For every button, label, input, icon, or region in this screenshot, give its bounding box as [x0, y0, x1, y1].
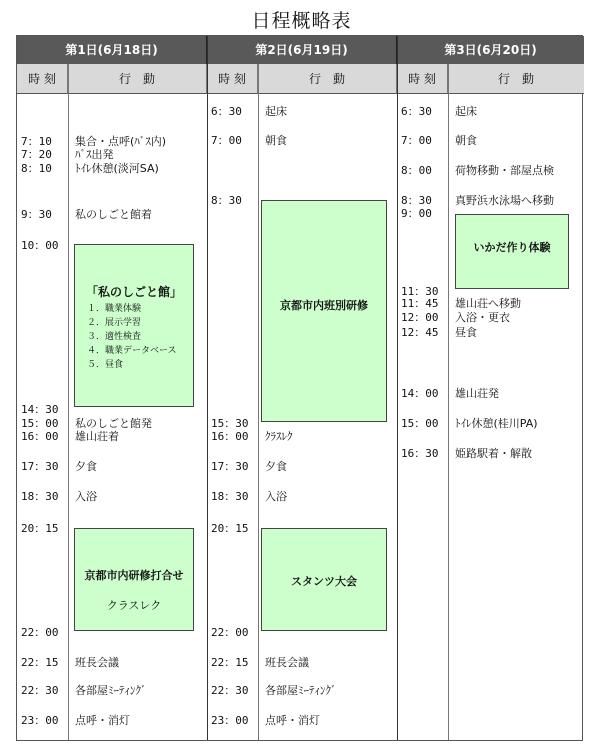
time-cell: 17：30 — [21, 460, 59, 473]
action-cell: 集合・点呼(ﾊﾞｽ内) — [75, 135, 167, 148]
time-cell: 6：30 — [211, 105, 242, 118]
time-cell: 16：00 — [21, 430, 59, 443]
action-cell: 起床 — [455, 105, 477, 118]
time-cell: 22：00 — [211, 626, 249, 639]
day3-time-header: 時 刻 — [397, 64, 448, 94]
box-subtitle: クラスレク — [106, 599, 162, 612]
box-title: 京都市内班別研修 — [280, 299, 368, 312]
action-cell: 点呼・消灯 — [75, 714, 130, 727]
divider — [448, 64, 449, 740]
time-cell: 9：00 — [401, 207, 432, 220]
time-cell: 12：00 — [401, 311, 439, 324]
action-cell: 夕食 — [265, 460, 287, 473]
divider — [397, 36, 398, 740]
action-cell: 朝食 — [455, 134, 477, 147]
time-cell: 22：15 — [211, 656, 249, 669]
time-cell: 11：30 — [401, 285, 439, 298]
time-cell: 7：20 — [21, 148, 52, 161]
box-title: 「私のしごと館」 — [85, 285, 182, 299]
box-title: いかだ作り体験 — [473, 241, 551, 254]
action-cell: 雄山荘着 — [75, 430, 119, 443]
action-cell: 班長会議 — [75, 656, 119, 669]
time-cell: 22：15 — [21, 656, 59, 669]
day1-header: 第1日(6月18日) — [17, 36, 207, 64]
time-cell: 23：00 — [211, 714, 249, 727]
list-item: ２．展示学習 — [87, 318, 142, 328]
time-cell: 7：00 — [401, 134, 432, 147]
list-item: １．職業体験 — [87, 304, 142, 314]
day3-action-header: 行 動 — [448, 64, 584, 94]
action-cell: 雄山荘へ移動 — [455, 297, 521, 310]
time-cell: 16：00 — [211, 430, 249, 443]
time-cell: 20：15 — [21, 522, 59, 535]
time-cell: 8：10 — [21, 162, 52, 175]
action-cell: ﾊﾞｽ出発 — [75, 148, 114, 161]
action-cell: 私のしごと館着 — [75, 208, 152, 221]
action-cell: 荷物移動・部屋点検 — [455, 164, 554, 177]
time-cell: 20：15 — [211, 522, 249, 535]
time-cell: 8：00 — [401, 164, 432, 177]
action-cell: 私のしごと館発 — [75, 417, 152, 430]
time-cell: 9：30 — [21, 208, 52, 221]
time-cell: 18：30 — [21, 490, 59, 503]
time-cell: 17：30 — [211, 460, 249, 473]
divider — [207, 36, 208, 740]
action-cell: 朝食 — [265, 134, 287, 147]
action-cell: 点呼・消灯 — [265, 714, 320, 727]
day1-time-header: 時 刻 — [17, 64, 68, 94]
action-cell: 真野浜水泳場へ移動 — [455, 194, 554, 207]
action-cell: 班長会議 — [265, 656, 309, 669]
day2-header: 第2日(6月19日) — [207, 36, 397, 64]
time-cell: 15：00 — [401, 417, 439, 430]
day2-action-header: 行 動 — [258, 64, 397, 94]
time-cell: 8：30 — [401, 194, 432, 207]
day2-time-header: 時 刻 — [207, 64, 258, 94]
time-cell: 11：45 — [401, 297, 439, 310]
list-item: ５．昼食 — [87, 360, 124, 370]
time-cell: 14：30 — [21, 403, 59, 416]
time-cell: 7：00 — [211, 134, 242, 147]
time-cell: 10：00 — [21, 239, 59, 252]
list-item: ４．職業データベース — [87, 346, 177, 356]
action-cell: ﾄｲﾚ休憩(桂川PA) — [455, 417, 538, 430]
day3-header: 第3日(6月20日) — [397, 36, 584, 64]
day3-raft-box — [455, 214, 569, 289]
time-cell: 8：30 — [211, 194, 242, 207]
action-cell: 雄山荘発 — [455, 387, 499, 400]
action-cell: 入浴・更衣 — [455, 311, 510, 324]
action-cell: ﾄｲﾚ休憩(淡河SA) — [75, 162, 159, 175]
action-cell: 入浴 — [75, 490, 97, 503]
action-cell: 入浴 — [265, 490, 287, 503]
action-cell: 姫路駅着・解散 — [455, 447, 532, 460]
time-cell: 23：00 — [21, 714, 59, 727]
action-cell: 各部屋ﾐｰﾃｨﾝｸﾞ — [265, 684, 337, 697]
action-cell: ｸﾗｽﾚｸ — [265, 430, 293, 443]
time-cell: 14：00 — [401, 387, 439, 400]
time-cell: 6：30 — [401, 105, 432, 118]
time-cell: 22：30 — [211, 684, 249, 697]
action-cell: 昼食 — [455, 326, 477, 339]
day1-meeting-box — [74, 528, 194, 631]
box-title: 京都市内研修打合せ — [84, 569, 184, 582]
time-cell: 22：00 — [21, 626, 59, 639]
time-cell: 22：30 — [21, 684, 59, 697]
time-cell: 16：30 — [401, 447, 439, 460]
page-title: 日程概略表 — [251, 10, 352, 32]
divider — [68, 64, 69, 740]
time-cell: 15：00 — [21, 417, 59, 430]
time-cell: 15：30 — [211, 417, 249, 430]
action-cell: 夕食 — [75, 460, 97, 473]
action-cell: 各部屋ﾐｰﾃｨﾝｸﾞ — [75, 684, 147, 697]
time-cell: 18：30 — [211, 490, 249, 503]
day1-shigotokan-box — [74, 244, 194, 407]
box-title: スタンツ大会 — [291, 575, 357, 588]
day2-study-box — [261, 200, 387, 422]
schedule-table — [16, 35, 583, 741]
list-item: ３．適性検査 — [87, 332, 142, 342]
time-cell: 12：45 — [401, 326, 439, 339]
day1-action-header: 行 動 — [68, 64, 207, 94]
action-cell: 起床 — [265, 105, 287, 118]
day2-stunts-box — [261, 528, 387, 631]
divider — [258, 64, 259, 740]
time-cell: 7：10 — [21, 135, 52, 148]
